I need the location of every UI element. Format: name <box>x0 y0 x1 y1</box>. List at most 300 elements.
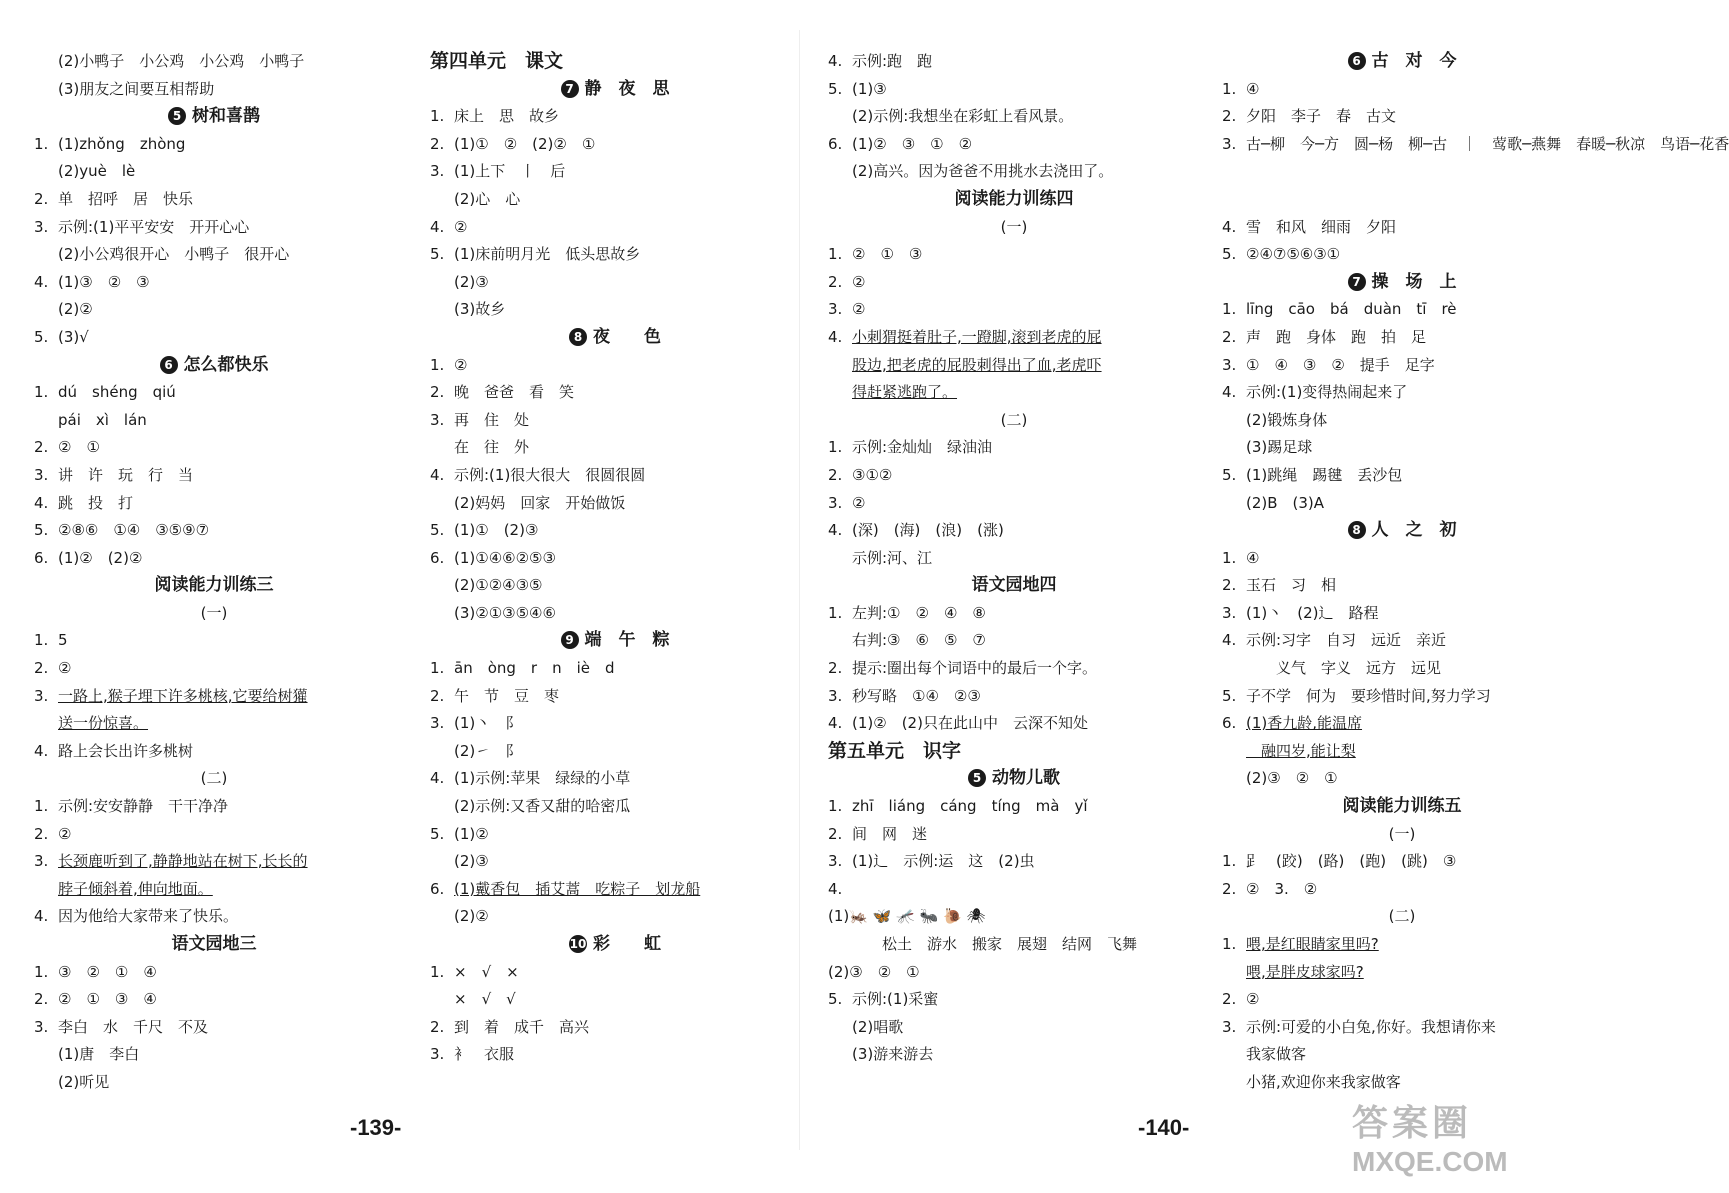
answer-line <box>34 959 394 987</box>
question-number: 1. <box>828 603 843 622</box>
answer-text: (1)② ③ ① ② <box>852 134 973 153</box>
answer-line <box>430 876 800 904</box>
answer-text: 左判:① ② ④ ⑧ <box>852 603 986 622</box>
answer-line <box>430 848 800 876</box>
question-number: 1. <box>1222 79 1237 98</box>
question-number: 2. <box>1222 990 1237 1009</box>
answer-line <box>430 186 800 214</box>
answer-text: 端 午 粽 <box>584 630 670 651</box>
answer-text: 喂,是胖皮球家吗? <box>1246 962 1364 981</box>
subsection-label <box>34 765 394 793</box>
answer-line <box>430 131 800 159</box>
answer-line <box>1222 214 1582 242</box>
answer-line <box>1222 738 1582 766</box>
question-number: 4. <box>34 741 49 760</box>
answer-line <box>430 986 800 1014</box>
lesson-number-badge: 8 <box>569 328 587 346</box>
answer-text: 间 网 迷 <box>852 824 928 843</box>
answer-line <box>430 490 800 518</box>
question-number: 6. <box>430 879 445 898</box>
answer-text: (一) <box>200 603 228 622</box>
answer-text: 得赶紧逃跑了。 <box>852 383 958 402</box>
answer-line <box>430 517 800 545</box>
answer-text: (深) (海) (浪) (涨) <box>852 521 1004 540</box>
question-number: 4. <box>34 272 49 291</box>
answer-line <box>34 986 394 1014</box>
answer-text: (1)zhǒng zhòng <box>58 134 186 153</box>
question-number: 4. <box>828 52 843 70</box>
answer-line <box>430 765 800 793</box>
question-number: 2. <box>1222 327 1237 346</box>
answer-line <box>34 1069 394 1097</box>
answer-text: ② <box>1246 990 1260 1009</box>
answer-text: 示例:(1)变得热闹起来了 <box>1246 383 1408 402</box>
answer-line <box>1222 545 1582 573</box>
answer-line <box>430 103 800 131</box>
answer-line <box>828 76 1200 104</box>
answer-line <box>1222 103 1582 131</box>
answer-text: 跳 投 打 <box>58 493 134 512</box>
question-number: 5. <box>34 327 49 346</box>
answer-text: (2)yuè lè <box>58 162 136 181</box>
answer-line <box>1222 379 1582 407</box>
section-heading <box>430 324 800 352</box>
answer-text: (2)小鸭子 小公鸡 小公鸡 小鸭子 <box>58 52 305 70</box>
answer-text: 5 <box>58 631 68 650</box>
answer-line <box>828 517 1200 545</box>
answer-line <box>1222 959 1582 987</box>
answer-text: (1)床前明月光 低头思故乡 <box>454 245 641 264</box>
question-number: 5. <box>34 521 49 540</box>
watermark-logo <box>1352 1095 1582 1185</box>
column-3 <box>828 48 1200 1069</box>
answer-text: ④ <box>1246 548 1260 567</box>
page-number-139: -139- <box>350 1115 402 1140</box>
answer-text: ② <box>58 824 72 843</box>
question-number: 2. <box>828 272 843 291</box>
question-number: 2. <box>34 659 49 678</box>
answer-line <box>430 903 800 931</box>
question-number: 1. <box>430 659 445 678</box>
question-number: 4. <box>828 879 843 898</box>
answer-line <box>430 241 800 269</box>
answer-text: 秒写略 ①④ ②③ <box>852 686 981 705</box>
question-number: 5. <box>430 824 445 843</box>
subsection-label <box>1222 821 1582 849</box>
answer-line <box>828 490 1200 518</box>
answer-text: (2)B (3)A <box>1246 493 1325 512</box>
answer-line <box>828 241 1200 269</box>
answer-text: 操 场 上 <box>1371 271 1457 292</box>
answer-line <box>828 103 1200 131</box>
answer-text: (1)① ② (2)② ① <box>454 134 596 153</box>
answer-text: ② 3. ② <box>1246 879 1318 898</box>
page-140 <box>800 0 1729 1193</box>
answer-line <box>828 545 1200 573</box>
lesson-number-badge: 6 <box>1348 52 1366 70</box>
question-number: 3. <box>1222 603 1237 622</box>
answer-line <box>430 738 800 766</box>
answer-line <box>828 379 1200 407</box>
answer-line <box>1222 490 1582 518</box>
section-heading <box>1222 793 1582 821</box>
answer-line <box>1222 131 1729 159</box>
answer-line <box>34 903 394 931</box>
answer-text: ān òng r n iè d <box>454 659 615 678</box>
answer-line <box>828 462 1200 490</box>
answer-text: ②⑧⑥ ①④ ③⑤⑨⑦ <box>58 521 210 540</box>
answer-line <box>34 517 394 545</box>
question-number: 3. <box>828 493 843 512</box>
answer-line <box>1222 1014 1582 1042</box>
answer-text: (1)③ <box>852 79 887 98</box>
answer-line <box>828 931 1200 959</box>
answer-text: ②④⑦⑤⑥③① <box>1246 245 1341 264</box>
lesson-number-badge: 6 <box>160 356 178 374</box>
answer-line <box>1222 241 1582 269</box>
answer-line <box>1222 352 1582 380</box>
question-number: 2. <box>430 686 445 705</box>
question-number: 1. <box>34 383 49 402</box>
answer-text: 示例:跑 跑 <box>852 52 933 70</box>
question-number: 2. <box>430 1017 445 1036</box>
answer-line <box>828 848 1200 876</box>
answer-text: 路上会长出许多桃树 <box>58 741 194 760</box>
answer-line <box>1222 572 1582 600</box>
question-number: 1. <box>34 797 49 816</box>
section-heading <box>828 572 1200 600</box>
answer-text: (3)踢足球 <box>1246 438 1313 457</box>
answer-text: (1)② (2)只在此山中 云深不知处 <box>852 714 1088 733</box>
answer-text: 人 之 初 <box>1371 520 1457 541</box>
question-number: 2. <box>430 383 445 402</box>
answer-text: ② <box>852 493 866 512</box>
answer-text: 夜 色 <box>593 326 661 347</box>
lesson-number-badge: 7 <box>561 80 579 98</box>
answer-text: 示例:河、江 <box>852 548 933 567</box>
answer-line <box>1222 765 1582 793</box>
question-number: 3. <box>34 852 49 871</box>
answer-line <box>828 793 1200 821</box>
answer-line <box>430 269 800 297</box>
answer-line <box>34 710 394 738</box>
answer-line <box>828 683 1200 711</box>
answer-text: 示例:(1)很大很大 很圆很圆 <box>454 465 646 484</box>
answer-line <box>430 158 800 186</box>
answer-line <box>34 48 394 76</box>
answer-line <box>34 434 394 462</box>
question-number: 3. <box>828 300 843 319</box>
answer-text: 融四岁,能让梨 <box>1246 741 1356 760</box>
answer-line <box>34 793 394 821</box>
answer-text: 到 着 成千 高兴 <box>454 1017 590 1036</box>
answer-line <box>1222 600 1582 628</box>
answer-text: 喂,是红眼睛家里吗? <box>1246 935 1379 953</box>
answer-text: ① ④ ③ ② 提手 足字 <box>1246 355 1435 374</box>
question-number: 4. <box>828 714 843 733</box>
answer-text: 古─柳 今─方 圆─杨 柳─古 ｜ 莺歌─燕舞 春暖─秋凉 鸟语─花香 <box>1246 134 1729 153</box>
answer-line <box>34 379 394 407</box>
answer-line <box>1222 186 1582 214</box>
answer-text: (二) <box>1000 410 1028 429</box>
answer-text: × √ × <box>454 962 519 981</box>
answer-text: 语文园地三 <box>171 934 257 954</box>
answer-line <box>430 1014 800 1042</box>
answer-line <box>430 821 800 849</box>
answer-line <box>34 683 394 711</box>
answer-text: 阅读能力训练四 <box>954 188 1074 209</box>
question-number: 5. <box>1222 686 1237 705</box>
answer-text: 语文园地四 <box>971 575 1057 596</box>
answer-line <box>828 876 1200 904</box>
answer-line <box>1222 76 1582 104</box>
answer-text: 玉石 习 相 <box>1246 576 1337 595</box>
question-number: 5. <box>430 245 445 264</box>
answer-text: 静 夜 思 <box>584 78 670 99</box>
question-number: 4. <box>1222 631 1237 650</box>
question-number: 5. <box>1222 245 1237 264</box>
question-number: 6. <box>34 548 49 567</box>
answer-line <box>34 848 394 876</box>
answer-line <box>34 1014 394 1042</box>
answer-line <box>1222 627 1582 655</box>
answer-text: ③ ② ① ④ <box>58 962 157 981</box>
answer-line <box>1222 710 1582 738</box>
question-number: 4. <box>1222 383 1237 402</box>
answer-line <box>1222 462 1582 490</box>
answer-text: (2)示例:我想坐在彩虹上看风景。 <box>852 107 1074 126</box>
question-number: 1. <box>828 245 843 264</box>
answer-text: (二) <box>1388 907 1416 926</box>
section-heading <box>34 572 394 600</box>
answer-line <box>828 1014 1200 1042</box>
answer-text: (2)② <box>454 907 489 926</box>
answer-line <box>34 1041 394 1069</box>
answer-line <box>1222 848 1582 876</box>
subsection-label <box>828 214 1200 242</box>
answer-text: (1)③ ② ③ <box>58 272 150 291</box>
answer-line <box>1222 1041 1582 1069</box>
question-number: 1. <box>1222 935 1237 953</box>
answer-text: (1)丶 阝 <box>454 714 521 733</box>
answer-line <box>430 793 800 821</box>
answer-text: 床上 思 故乡 <box>454 107 560 126</box>
question-number: 3. <box>828 686 843 705</box>
answer-line <box>430 572 800 600</box>
answer-line <box>34 241 394 269</box>
answer-line <box>34 876 394 904</box>
answer-text: (3)故乡 <box>454 300 506 319</box>
section-heading <box>430 627 800 655</box>
column-4 <box>1222 48 1729 1097</box>
answer-text: 雪 和风 细雨 夕阳 <box>1246 217 1397 236</box>
answer-text: (1)①④⑥②⑤③ <box>454 548 556 567</box>
question-number: 1. <box>34 962 49 981</box>
answer-text: (2)听见 <box>58 1072 110 1091</box>
answer-line <box>430 1041 800 1069</box>
question-number: 1. <box>1222 852 1237 871</box>
section-heading <box>430 76 800 104</box>
section-heading <box>828 765 1200 793</box>
answer-line <box>430 710 800 738</box>
question-number: 1. <box>34 134 49 153</box>
unit-heading <box>828 738 1200 766</box>
section-heading <box>1222 269 1582 297</box>
answer-line <box>828 959 1200 987</box>
question-number: 6. <box>828 134 843 153</box>
question-number: 1. <box>828 438 843 457</box>
question-number: 2. <box>430 134 445 153</box>
question-number: 2. <box>828 824 843 843</box>
question-number: 4. <box>430 465 445 484</box>
answer-text: 衤 衣服 <box>454 1045 515 1064</box>
answer-text: (2)高兴。因为爸爸不用挑水去浇田了。 <box>852 162 1114 181</box>
answer-text: ② <box>454 355 468 374</box>
section-heading <box>1222 517 1582 545</box>
answer-line <box>828 296 1200 324</box>
answer-text: × √ √ <box>454 990 516 1009</box>
question-number: 2. <box>1222 107 1237 126</box>
question-number: 2. <box>34 438 49 457</box>
question-number: 5. <box>828 990 843 1009</box>
answer-text: (一) <box>1388 824 1416 843</box>
answer-text: 右判:③ ⑥ ⑤ ⑦ <box>852 631 986 650</box>
answer-line <box>828 655 1200 683</box>
answer-text: ④ <box>1246 79 1260 98</box>
question-number: 1. <box>1222 548 1237 567</box>
section-heading <box>34 931 394 959</box>
answer-line <box>430 296 800 324</box>
answer-text: 一路上,猴子埋下许多桃核,它要给树獾 <box>58 686 308 705</box>
lesson-number-badge: 10 <box>569 937 587 951</box>
answer-line <box>34 627 394 655</box>
answer-text: (2)唱歌 <box>852 1017 904 1036</box>
column-1 <box>34 48 394 1097</box>
question-number: 3. <box>430 714 445 733</box>
answer-text: (2)示例:又香又甜的哈密瓜 <box>454 797 631 816</box>
answer-text: 𧾷 (跤) (路) (跑) (跳) ③ <box>1246 852 1457 871</box>
section-heading <box>34 103 394 131</box>
question-number: 3. <box>430 162 445 181</box>
answer-text: 动物儿歌 <box>992 768 1060 789</box>
answer-line <box>430 683 800 711</box>
answer-text: 第四单元 课文 <box>430 50 564 72</box>
question-number: 3. <box>1222 134 1237 153</box>
answer-line <box>430 214 800 242</box>
subsection-label <box>828 407 1200 435</box>
watermark-bottom: MXQE.COM <box>1352 1146 1508 1177</box>
section-heading <box>34 352 394 380</box>
answer-line <box>34 545 394 573</box>
answer-text: 示例:安安静静 干干净净 <box>58 797 229 816</box>
answer-line <box>430 352 800 380</box>
answer-line <box>34 738 394 766</box>
answer-line <box>34 186 394 214</box>
answer-line <box>828 352 1200 380</box>
answer-text: (二) <box>200 769 228 788</box>
answer-line <box>1222 324 1582 352</box>
answer-text: 阅读能力训练三 <box>154 575 274 596</box>
answer-line <box>1222 683 1582 711</box>
question-number: 6. <box>1222 714 1237 733</box>
answer-line <box>34 462 394 490</box>
answer-line <box>34 821 394 849</box>
lesson-number-badge: 9 <box>561 631 579 649</box>
question-number: 4. <box>430 217 445 236</box>
answer-text: (一) <box>1000 217 1028 236</box>
answer-line <box>34 214 394 242</box>
question-number: 3. <box>430 410 445 429</box>
answer-line <box>430 545 800 573</box>
answer-text: 再 住 处 <box>454 410 530 429</box>
answer-line <box>1222 1069 1582 1097</box>
question-number: 3. <box>1222 355 1237 374</box>
answer-text: 股边,把老虎的屁股刺得出了血,老虎吓 <box>852 355 1102 374</box>
subsection-label <box>1222 903 1582 931</box>
answer-text: ② ① ③ <box>852 245 923 264</box>
answer-text: 晚 爸爸 看 笑 <box>454 383 575 402</box>
answer-text: 示例:(1)采蜜 <box>852 990 939 1009</box>
question-number: 2. <box>828 465 843 484</box>
answer-text: 示例:金灿灿 绿油油 <box>852 438 993 457</box>
answer-line <box>34 269 394 297</box>
answer-text: (2)妈妈 回家 开始做饭 <box>454 493 626 512</box>
question-number: 2. <box>34 189 49 208</box>
answer-line <box>430 655 800 683</box>
answer-text: 讲 许 玩 行 当 <box>58 465 194 484</box>
answer-line <box>34 131 394 159</box>
answer-text: ② ① <box>58 438 100 457</box>
question-number: 2. <box>1222 576 1237 595</box>
section-heading <box>1222 48 1582 76</box>
answer-text: (3)√ <box>58 327 89 346</box>
answer-text: (2)③ ② ① <box>828 962 920 981</box>
answer-line <box>430 959 800 987</box>
answer-text: 小刺猬挺着肚子,一蹬脚,滚到老虎的屁 <box>852 327 1102 346</box>
answer-text: 子不学 何为 要珍惜时间,努力学习 <box>1246 686 1491 705</box>
answer-text: (2)锻炼身体 <box>1246 410 1328 429</box>
answer-text: 在 往 外 <box>454 438 530 457</box>
column-2 <box>430 48 800 1069</box>
answer-text: 长颈鹿听到了,静静地站在树下,长长的 <box>58 852 308 871</box>
question-number: 3. <box>34 686 49 705</box>
answer-text: 第五单元 识字 <box>828 739 962 762</box>
question-number: 4. <box>828 521 843 540</box>
answer-text: (1)唐 李白 <box>58 1045 140 1064</box>
answer-line <box>828 324 1200 352</box>
page-number-140: -140- <box>1138 1115 1190 1140</box>
answer-text: 古 对 今 <box>1371 51 1457 71</box>
answer-text: 义气 字义 远方 远见 <box>1246 659 1442 678</box>
answer-text: (1)丶 (2)辶 路程 <box>1246 603 1379 622</box>
answer-line <box>828 903 1200 931</box>
unit-heading <box>430 48 800 76</box>
question-number: 5. <box>1222 465 1237 484</box>
answer-text: 小猪,欢迎你来我家做客 <box>1246 1072 1401 1091</box>
answer-line <box>828 1041 1200 1069</box>
question-number: 2. <box>1222 879 1237 898</box>
question-number: 2. <box>34 990 49 1009</box>
answer-line <box>828 627 1200 655</box>
answer-text: (2)小公鸡很开心 小鸭子 很开心 <box>58 245 290 264</box>
answer-line <box>828 48 1200 76</box>
lesson-number-badge: 5 <box>168 107 186 125</box>
answer-text: 送一份惊喜。 <box>58 714 149 733</box>
answer-line <box>34 490 394 518</box>
question-number: 3. <box>34 465 49 484</box>
answer-text: 示例:可爱的小白兔,你好。我想请你来 <box>1246 1017 1496 1036</box>
question-number: 5. <box>430 521 445 540</box>
